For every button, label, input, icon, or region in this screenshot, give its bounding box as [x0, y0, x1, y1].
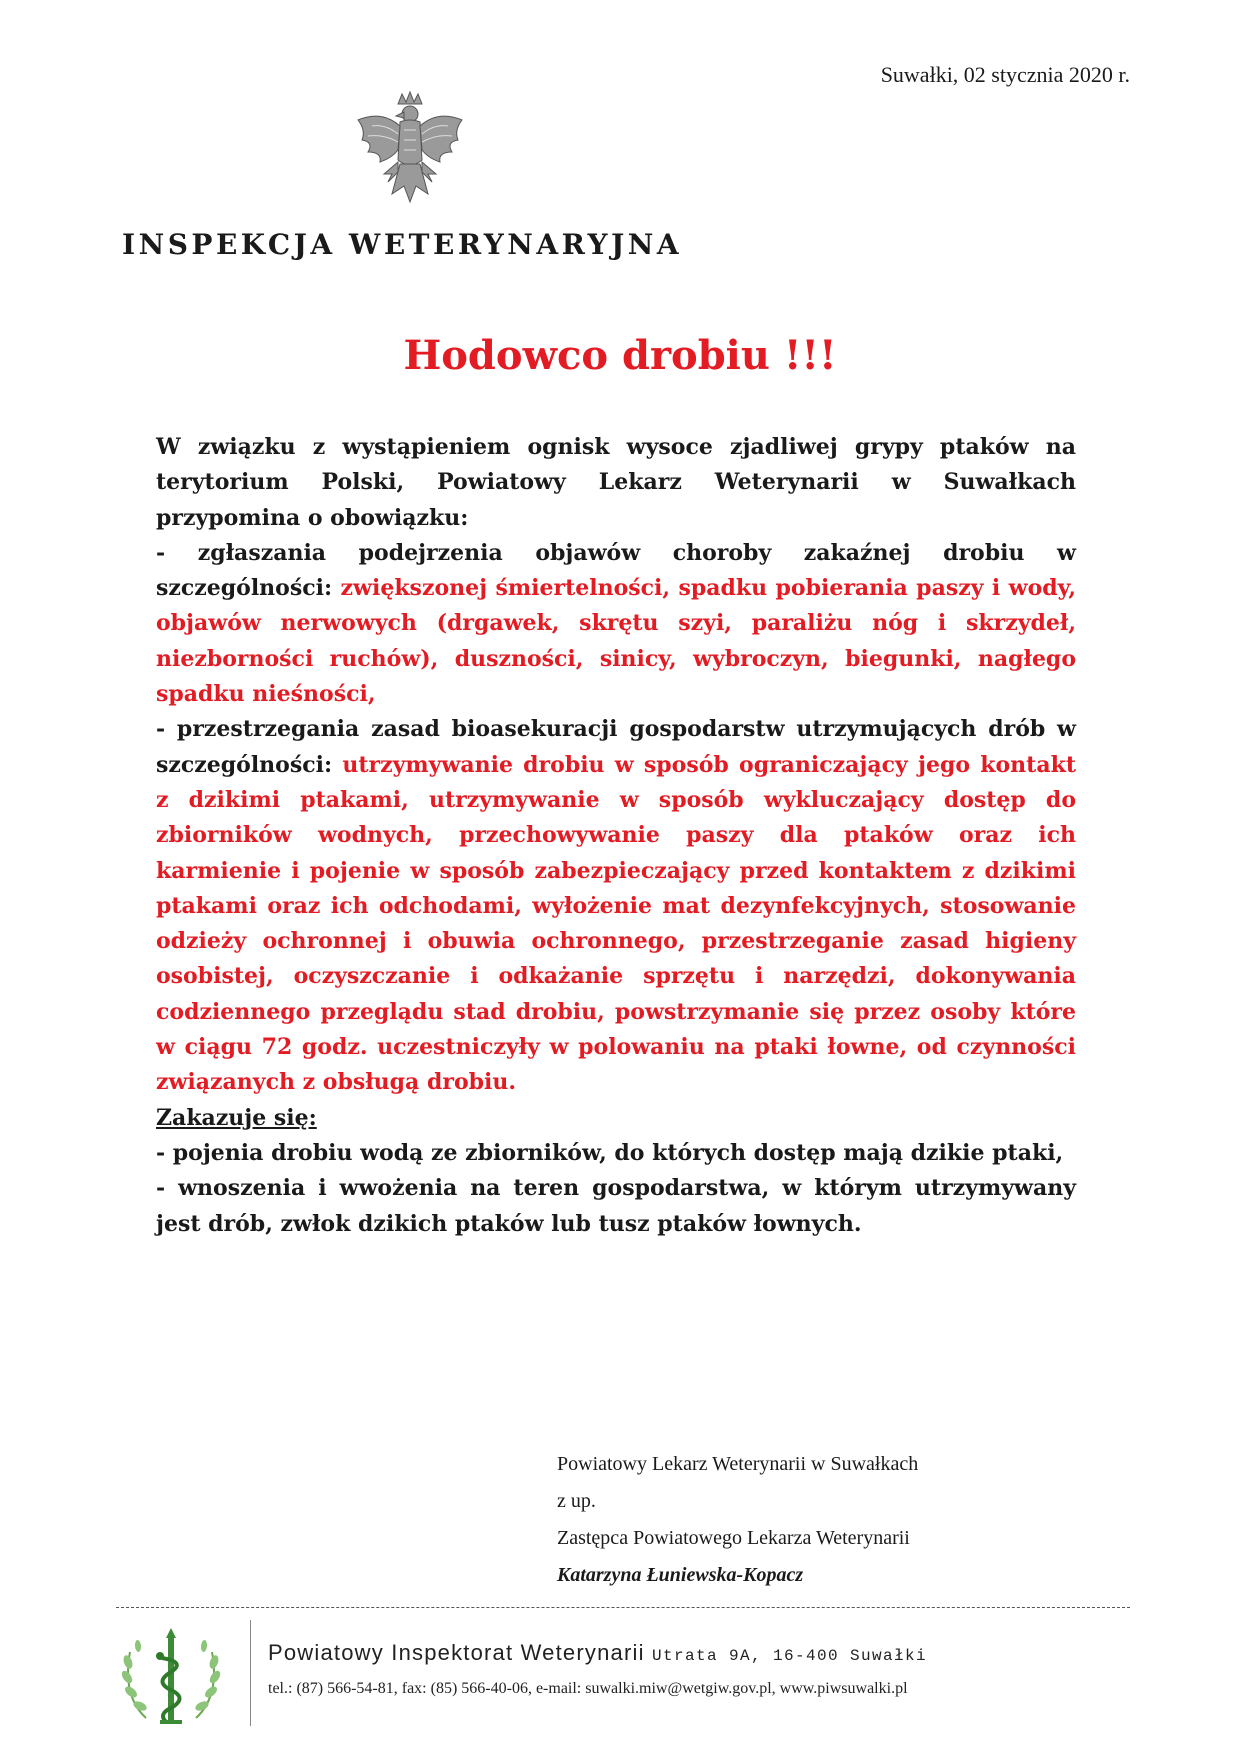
veterinary-caduceus-logo-icon — [116, 1622, 226, 1730]
obligation-item-1 — [156, 536, 1076, 712]
organization-name: INSPEKCJA WETERYNARYJNA — [122, 228, 683, 261]
obligation-item-2-lead: - przestrzegania zasad bioasekuracji gospodarstw utrzymujących drób w szczególności: — [156, 716, 1076, 778]
signature-line-2: z up. — [557, 1490, 596, 1512]
signature-line-3: Zastępca Powiatowego Lekarza Weterynarii — [557, 1527, 910, 1549]
obligation-item-2-details: utrzymywanie drobiu w sposób ograniczający jego kontakt z dzikimi ptakami, utrzymywanie w sposób wykluczający dostęp do zbiorników wodnych, przechowywanie paszy dla ptaków oraz ich karmienie i pojenie w sposób zabezpieczający przed kontaktem z dzikimi ptakami oraz ich odchodami, wyłożenie mat dezynfekcyjnych, stosowanie odzieży ochronnej i obuwia ochronnego, przestrzeganie zasad higieny osobistej, oczyszczanie i odkażanie sprzętu i narzędzi, dokonywania codziennego przeglądu stad drobiu, powstrzymanie się przez osoby które w ciągu 72 godz. uczestniczyły w polowaniu na ptaki łowne, od czynności związanych z obsługą drobiu. — [156, 751, 1076, 1096]
signatory-name: Katarzyna Łuniewska-Kopacz — [557, 1564, 804, 1586]
prohibited-heading: Zakazuje się: — [156, 1104, 317, 1131]
footer-address: Utrata 9A, 16-400 Suwałki — [651, 1647, 928, 1665]
prohibited-item-1: - pojenia drobiu wodą ze zbiorników, do których dostęp mają dzikie ptaki, — [156, 1139, 1064, 1166]
intro-paragraph: W związku z wystąpieniem ognisk wysoce zjadliwej grypy ptaków na terytorium Polski, Powiatowy Lekarz Weterynarii w Suwałkach przypomina o obowiązku: — [156, 434, 1076, 531]
notice-body — [156, 430, 1076, 1242]
obligation-item-2 — [156, 712, 1076, 1100]
notice-title: Hodowco drobiu !!! — [403, 332, 837, 379]
signature-line-1: Powiatowy Lekarz Weterynarii w Suwałkach — [557, 1453, 919, 1475]
footer-organization — [268, 1640, 927, 1666]
document-date: Suwałki, 02 stycznia 2020 r. — [880, 62, 1130, 87]
footer-divider — [116, 1607, 1130, 1608]
footer-org-name: Powiatowy Inspektorat Weterynarii — [268, 1640, 645, 1665]
obligation-item-1-lead: - zgłaszania podejrzenia objawów choroby zakaźnej drobiu w szczególności: — [156, 539, 1076, 602]
polish-eagle-emblem-icon — [352, 90, 468, 210]
footer-contact: tel.: (87) 566-54-81, fax: (85) 566-40-06, e-mail: suwalki.miw@wetgiw.gov.pl, www.piwsuwalki.pl — [268, 1680, 908, 1697]
obligation-item-1-details: zwiększonej śmiertelności, spadku pobierania paszy i wody, objawów nerwowych (drgawek, skrętu szyi, paraliżu nóg i skrzydeł, niezborności ruchów), duszności, sinicy, wybroczyn, biegunki, nagłego spadku nieśności, — [156, 575, 1076, 708]
footer-separator — [250, 1620, 251, 1726]
prohibited-item-2: - wnoszenia i wwożenia na teren gospodarstwa, w którym utrzymywany jest drób, zwłok dzikich ptaków lub tusz ptaków łownych. — [156, 1175, 1076, 1237]
signature-block — [557, 1446, 918, 1594]
